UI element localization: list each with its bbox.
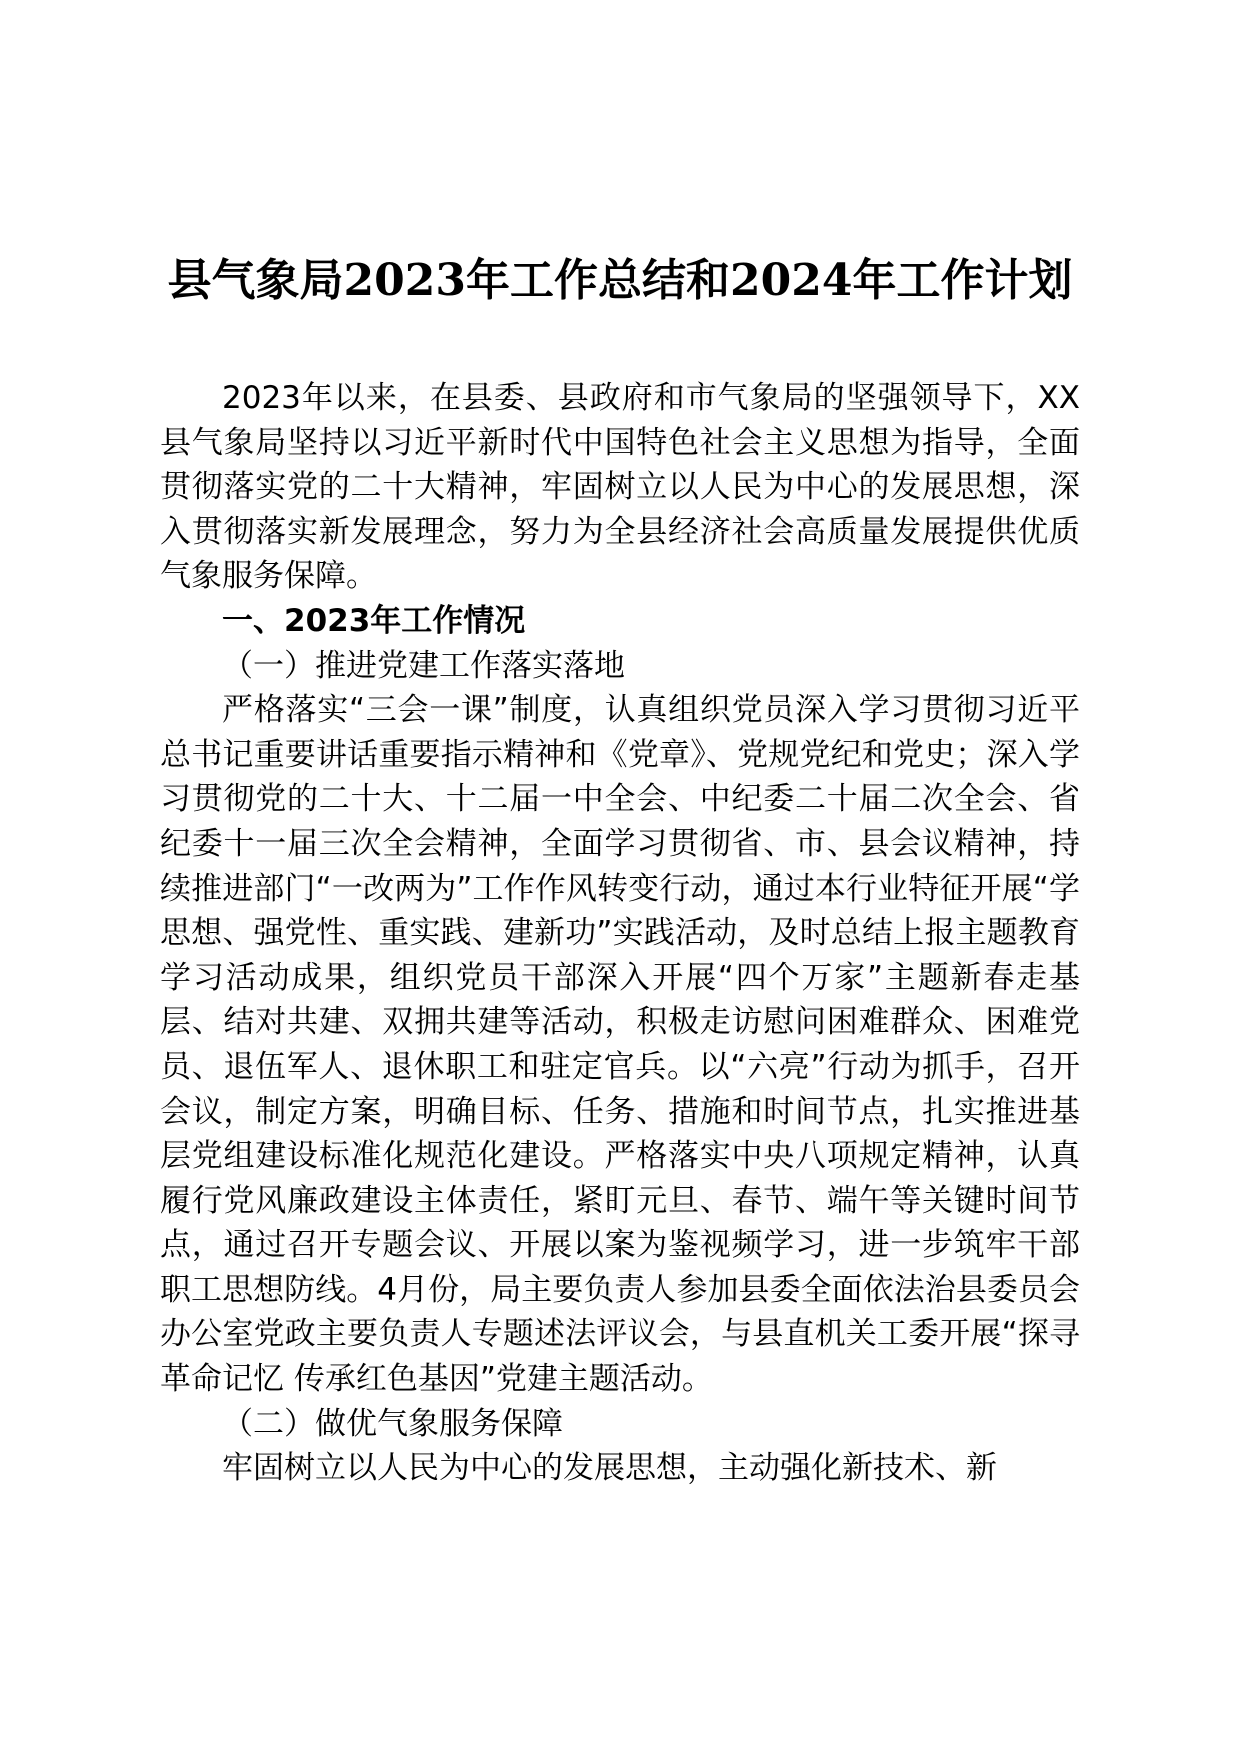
- document-body: [160, 376, 1080, 1491]
- document-title: 县气象局2023年工作总结和2024年工作计划: [167, 255, 1073, 306]
- subsection-heading-weather-service: （二）做优气象服务保障: [222, 1405, 563, 1442]
- section-heading-work-status: 一、2023年工作情况: [222, 602, 526, 639]
- subsection-heading-party-building: （一）推进党建工作落实落地: [222, 647, 625, 684]
- intro-paragraph: 2023年以来，在县委、县政府和市气象局的坚强领导下，XX县气象局坚持以习近平新时代中国特色社会主义思想为指导，全面贯彻落实党的二十大精神，牢固树立以人民为中心的发展思想，深入贯彻落实新发展理念，努力为全县经济社会高质量发展提供优质气象服务保障。: [160, 380, 1080, 595]
- weather-service-paragraph: 牢固树立以人民为中心的发展思想，主动强化新技术、新: [222, 1450, 997, 1487]
- party-building-paragraph: 严格落实“三会一课”制度，认真组织党员深入学习贯彻习近平总书记重要讲话重要指示精神和《党章》、党规党纪和党史；深入学习贯彻党的二十大、十二届一中全会、中纪委二十届二次全会、省纪委十一届三次全会精神，全面学习贯彻省、市、县会议精神，持续推进部门“一改两为”工作作风转变行动，通过本行业特征开展“学思想、强党性、重实践、建新功”实践活动，及时总结上报主题教育学习活动成果，组织党员干部深入开展“四个万家”主题新春走基层、结对共建、双拥共建等活动，积极走访慰问困难群众、困难党员、退伍军人、退休职工和驻定官兵。以“六亮”行动为抓手，召开会议，制定方案，明确目标、任务、措施和时间节点，扎实推进基层党组建设标准化规范化建设。严格落实中央八项规定精神，认真履行党风廉政建设主体责任，紧盯元旦、春节、端午等关键时间节点，通过召开专题会议、开展以案为鉴视频学习，进一步筑牢干部职工思想防线。4月份，局主要负责人参加县委全面依法治县委员会办公室党政主要负责人专题述法评议会，与县直机关工委开展“探寻革命记忆 传承红色基因”党建主题活动。: [160, 692, 1080, 1398]
